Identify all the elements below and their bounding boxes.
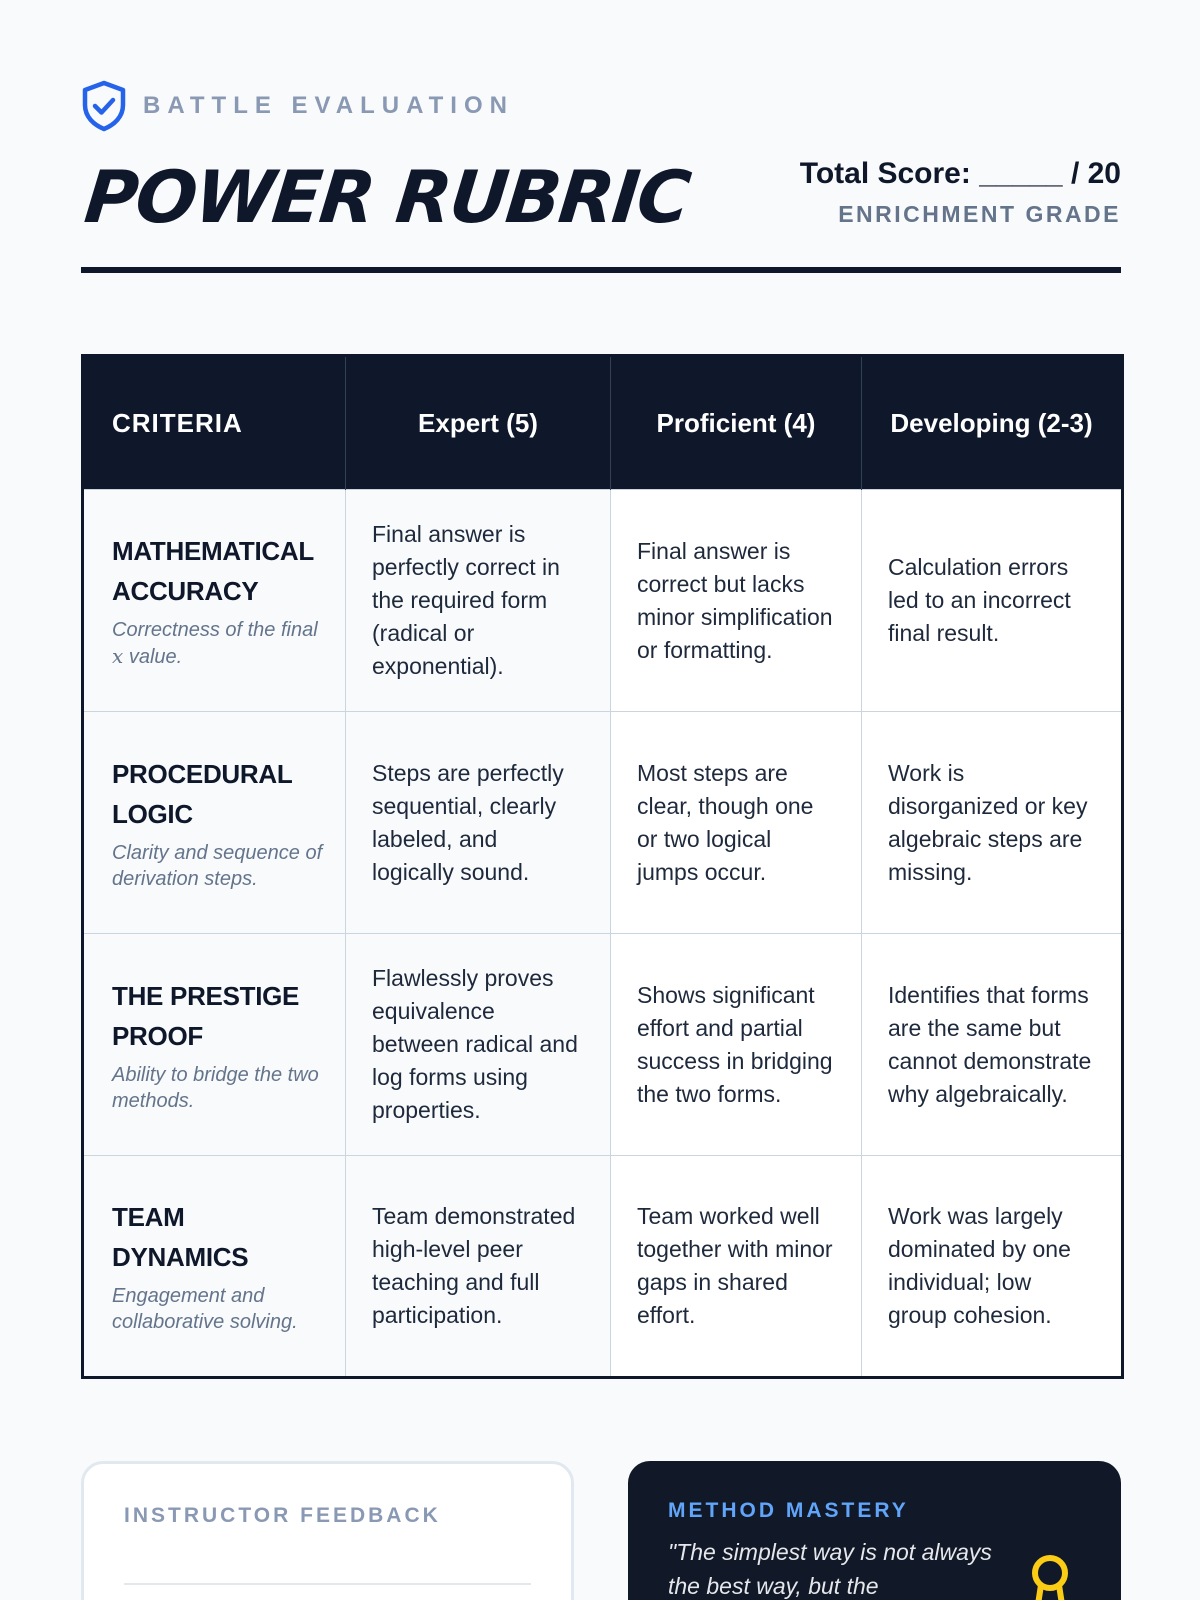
header-developing: Developing (2-3) [862,356,1123,490]
grade-label: ENRICHMENT GRADE [838,201,1121,227]
description-text: value. [123,646,183,668]
expert-cell: Final answer is perfectly correct in the required form (radical or exponential). [346,490,611,712]
criteria-name: THE PRESTIGE PROOF [112,980,300,1051]
proficient-cell: Final answer is correct but lacks minor simplification or formatting. [611,490,862,712]
table-row [83,712,1123,934]
description-text: Correctness of the final [112,619,318,641]
page-title: POWER RUBRIC [81,155,693,239]
table-row [83,934,1123,1156]
score-block [800,157,1121,228]
criteria-cell [83,712,346,934]
eyebrow-label: BATTLE EVALUATION [143,92,514,119]
header-divider [81,267,1121,273]
criteria-description: Ability to bridge the two methods. [112,1063,319,1112]
developing-cell: Work is disorganized or key algebraic steps are missing. [862,712,1123,934]
instructor-feedback-card [81,1461,574,1600]
variable-x: x [112,644,124,668]
criteria-cell [83,934,346,1156]
developing-cell: Calculation errors led to an incorrect final result. [862,490,1123,712]
header-row [83,356,1123,490]
criteria-description: Clarity and sequence of derivation steps. [112,841,323,890]
table-row [83,1156,1123,1378]
criteria-cell [83,1156,346,1378]
proficient-cell: Team worked well together with minor gaps in shared effort. [611,1156,862,1378]
expert-cell: Flawlessly proves equivalence between radical and log forms using properties. [346,934,611,1156]
criteria-name: TEAM DYNAMICS [112,1202,249,1272]
header-proficient: Proficient (4) [611,356,862,490]
developing-cell: Work was largely dominated by one individual; low group cohesion. [862,1156,1123,1378]
mastery-quote: "The simplest way is not always the best way, but the [668,1539,992,1599]
rubric-table [81,354,1124,1379]
developing-cell: Identifies that forms are the same but cannot demonstrate why algebraically. [862,934,1123,1156]
criteria-name: MATHEMATICAL ACCURACY [112,536,314,606]
criteria-description [112,617,327,670]
expert-cell: Steps are perfectly sequential, clearly labeled, and logically sound. [346,712,611,934]
title-row [81,155,1121,275]
criteria-name: PROCEDURAL LOGIC [112,758,292,829]
feedback-write-line [124,1583,531,1585]
eyebrow-row [81,80,1121,132]
header-criteria: CRITERIA [83,356,346,490]
table-row [83,490,1123,712]
feedback-label: INSTRUCTOR FEEDBACK [124,1504,441,1527]
criteria-cell [83,490,346,712]
page-header [81,80,1121,239]
award-ribbon-icon [1026,1553,1074,1600]
proficient-cell: Most steps are clear, though one or two logical jumps occur. [611,712,862,934]
method-mastery-card [628,1461,1121,1600]
mastery-label: METHOD MASTERY [668,1499,909,1522]
header-expert: Expert (5) [346,356,611,490]
expert-cell: Team demonstrated high-level peer teaching and full participation. [346,1156,611,1378]
total-score: Total Score: _____ / 20 [799,157,1121,190]
proficient-cell: Shows significant effort and partial success in bridging the two forms. [611,934,862,1156]
shield-check-icon [81,80,127,132]
criteria-description: Engagement and collaborative solving. [112,1285,298,1333]
